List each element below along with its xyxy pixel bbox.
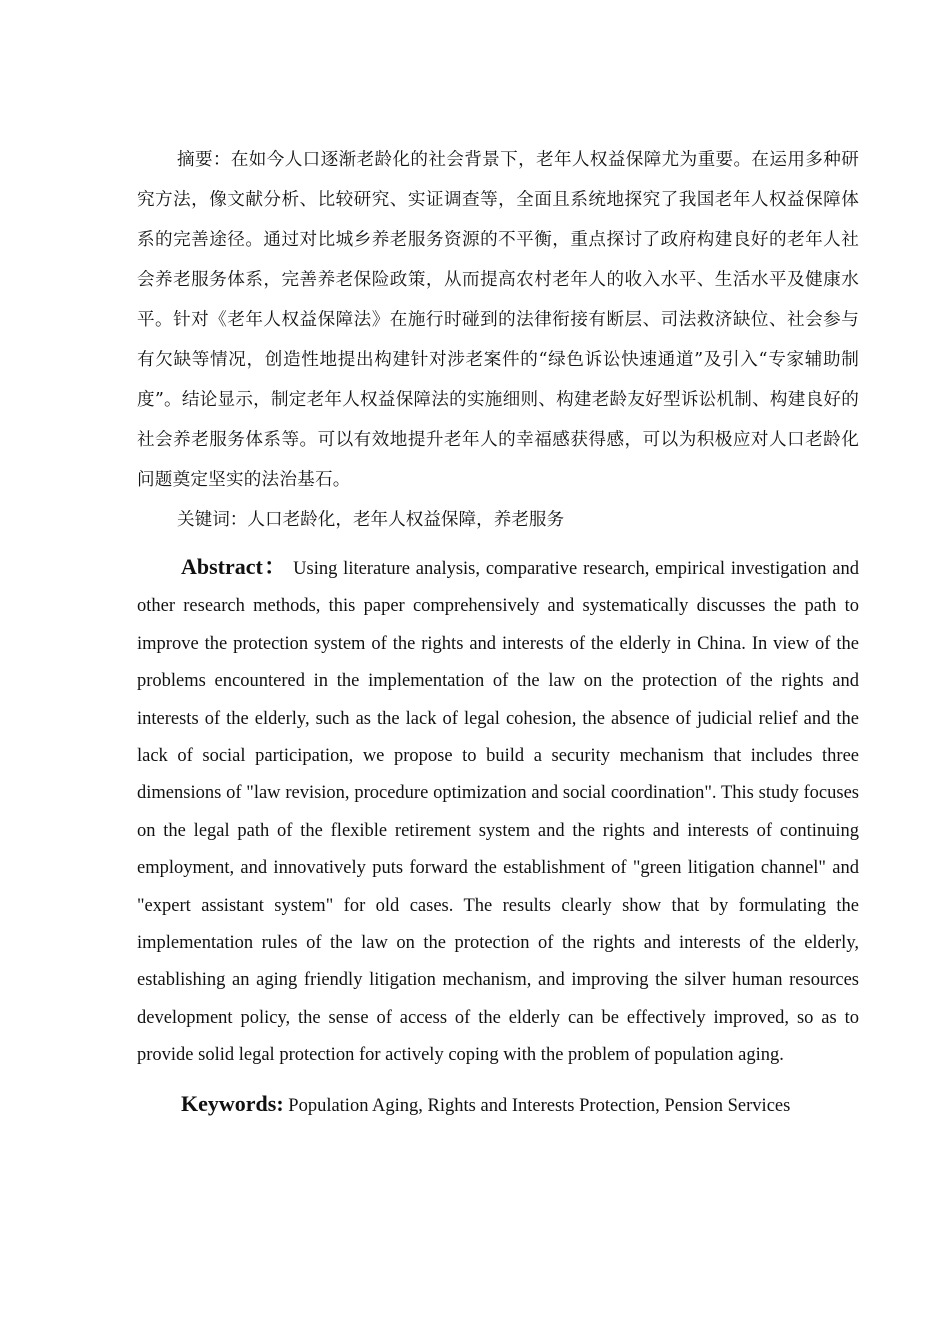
english-abstract-text: Using literature analysis, comparative research, empirical investigation and other research methods, this paper comprehensively and systematically discusses the path to improve the protection system of the rights and interests of the elderly in China. In view of the problems encountered in the implementation of the law on the protection of the rights and interests of the elderly, such as the lack of legal cohesion, the absence of judicial relief and the lack of social participation, we propose to build a security mechanism that includes three dimensions of "law revision, procedure optimization and social coordination". This study focuses on the legal path of the flexible retirement system and the rights and interests of continuing employment, and innovatively puts forward the establishment of "green litigation channel" and "expert assistant system" for old cases. The results clearly show that by formulating the implementation rules of the law on the protection of the rights and interests of the elderly, establishing an aging friendly litigation mechanism, and improving the silver human resources development policy, the sense of access of the elderly can be effectively improved, so as to provide solid legal protection for actively coping with the problem of population aging. [137, 559, 859, 1066]
chinese-abstract [137, 140, 859, 500]
english-keywords-label: Keywords: [181, 1090, 284, 1116]
chinese-abstract-text: 在如今人口逐渐老龄化的社会背景下，老年人权益保障尤为重要。在运用多种研究方法，像文献分析、比较研究、实证调查等，全面且系统地探究了我国老年人权益保障体系的完善途径。通过对比城乡养老服务资源的不平衡，重点探讨了政府构建良好的老年人社会养老服务体系，完善养老保险政策，从而提高农村老年人的收入水平、生活水平及健康水平。针对《老年人权益保障法》在施行时碰到的法律衔接有断层、司法救济缺位、社会参与有欠缺等情况，创造性地提出构建针对涉老案件的“绿色诉讼快速通道”及引入“专家辅助制度”。结论显示，制定老年人权益保障法的实施细则、构建老龄友好型诉讼机制、构建良好的社会养老服务体系等。可以有效地提升老年人的幸福感获得感，可以为积极应对人口老龄化问题奠定坚实的法治基石。 [137, 150, 859, 490]
english-keywords-text: Population Aging, Rights and Interests Protection, Pension Services [288, 1095, 791, 1116]
english-abstract-label: Abstract： [181, 554, 288, 579]
chinese-keywords [137, 500, 859, 540]
english-abstract [137, 548, 859, 1075]
chinese-abstract-label: 摘要： [177, 150, 231, 170]
english-keywords [137, 1085, 859, 1125]
chinese-keywords-label: 关键词： [177, 510, 248, 530]
chinese-keywords-text: 人口老龄化，老年人权益保障，养老服务 [247, 510, 565, 530]
abstract-section [137, 140, 859, 1125]
